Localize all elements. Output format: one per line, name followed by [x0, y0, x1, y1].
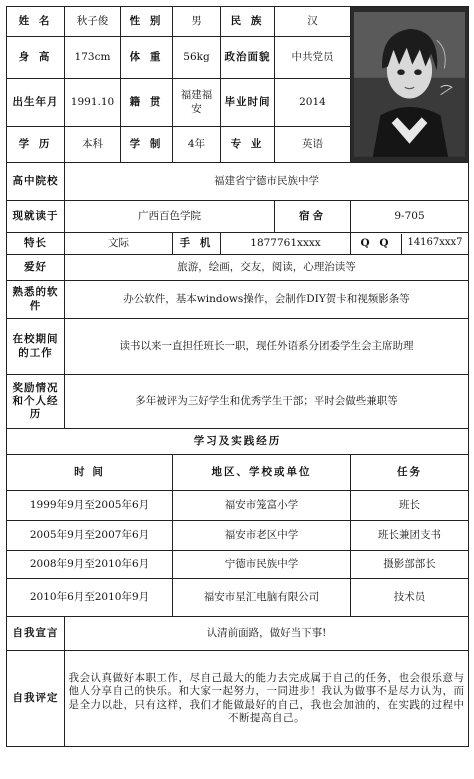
software-value: 办公软件，基本windows操作，会制作DIY贺卡和视频影条等	[65, 281, 469, 319]
height-label: 身 高	[7, 37, 65, 79]
experience-place: 福安市老区中学	[173, 521, 351, 551]
experience-role: 班长兼团支书	[351, 521, 469, 551]
specialty-label: 特长	[7, 233, 65, 255]
portrait-photo	[351, 7, 469, 163]
major-value: 英语	[275, 127, 351, 163]
graduation-label: 毕业时间	[221, 79, 275, 127]
birth-value: 1991.10	[65, 79, 121, 127]
evaluation-value: 我会认真做好本职工作，尽自己最大的能力去完成属于自己的任务，也会很乐意与他人分享自己的快乐。和大家一起努力，一同进步！我认为做事不是尽力认为，而是全力以赴，只有这样，我们才能做最好的自己，我也会加油的，在实践的过程中不断提高自己。	[65, 651, 469, 747]
major-label: 专 业	[221, 127, 275, 163]
ethnicity-label: 民 族	[221, 7, 275, 37]
experience-place: 宁德市民族中学	[173, 551, 351, 579]
experience-col-place: 地区、学校或单位	[173, 455, 351, 491]
weight-label: 体 重	[121, 37, 173, 79]
experience-title: 学习及实践经历	[7, 429, 469, 455]
anime-portrait-icon	[354, 12, 465, 157]
experience-col-role: 任务	[351, 455, 469, 491]
ethnicity-value: 汉	[275, 7, 351, 37]
experience-row	[7, 491, 469, 521]
phone-label: 手 机	[173, 233, 221, 255]
phone-value: 1877761xxxx	[221, 233, 351, 255]
experience-role: 摄影部部长	[351, 551, 469, 579]
schooling-value: 4年	[173, 127, 221, 163]
weight-value: 56kg	[173, 37, 221, 79]
experience-row	[7, 551, 469, 579]
work-label: 在校期间的工作	[7, 319, 65, 375]
name-value: 秋子俊	[65, 7, 121, 37]
qq-cell	[351, 233, 469, 255]
name-label: 姓 名	[7, 7, 65, 37]
dorm-label: 宿舍	[275, 201, 351, 233]
qq-label: Q Q	[351, 234, 402, 254]
highschool-value: 福建省宁德市民族中学	[65, 163, 469, 201]
hobby-label: 爱好	[7, 255, 65, 281]
experience-time: 2005年9月至2007年6月	[7, 521, 173, 551]
qq-value: 14167xxx7	[407, 237, 463, 249]
hometown-label: 籍 贯	[121, 79, 173, 127]
work-value: 读书以来一直担任班长一职，现任外语系分团委学生会主席助理	[65, 319, 469, 375]
experience-place: 福安市星汇电脑有限公司	[173, 579, 351, 617]
award-value: 多年被评为三好学生和优秀学生干部；平时会做些兼职等	[65, 375, 469, 429]
resume-table	[6, 6, 469, 747]
dorm-value: 9-705	[351, 201, 469, 233]
hometown-value: 福建福安	[173, 79, 221, 127]
current-school-value: 广西百色学院	[65, 201, 275, 233]
experience-role: 技术员	[351, 579, 469, 617]
experience-row	[7, 579, 469, 617]
gender-value: 男	[173, 7, 221, 37]
highschool-label: 高中院校	[7, 163, 65, 201]
experience-row	[7, 521, 469, 551]
gender-label: 性 别	[121, 7, 173, 37]
politics-label: 政治面貌	[221, 37, 275, 79]
evaluation-label: 自我评定	[7, 651, 65, 747]
current-school-label: 现就读于	[7, 201, 65, 233]
experience-col-time: 时 间	[7, 455, 173, 491]
birth-label: 出生年月	[7, 79, 65, 127]
award-label: 奖励情况和个人经历	[7, 375, 65, 429]
experience-place: 福安市笼富小学	[173, 491, 351, 521]
specialty-value: 文际	[65, 233, 173, 255]
education-value: 本科	[65, 127, 121, 163]
height-value: 173cm	[65, 37, 121, 79]
experience-time: 1999年9月至2005年6月	[7, 491, 173, 521]
motto-label: 自我宣言	[7, 617, 65, 651]
motto-value: 认清前面路，做好当下事!	[65, 617, 469, 651]
politics-value: 中共党员	[275, 37, 351, 79]
experience-time: 2008年9月至2010年6月	[7, 551, 173, 579]
experience-time: 2010年6月至2010年9月	[7, 579, 173, 617]
experience-role: 班长	[351, 491, 469, 521]
graduation-value: 2014	[275, 79, 351, 127]
schooling-label: 学 制	[121, 127, 173, 163]
software-label: 熟悉的软件	[7, 281, 65, 319]
hobby-value: 旅游，绘画，交友，阅读，心理治读等	[65, 255, 469, 281]
education-label: 学 历	[7, 127, 65, 163]
